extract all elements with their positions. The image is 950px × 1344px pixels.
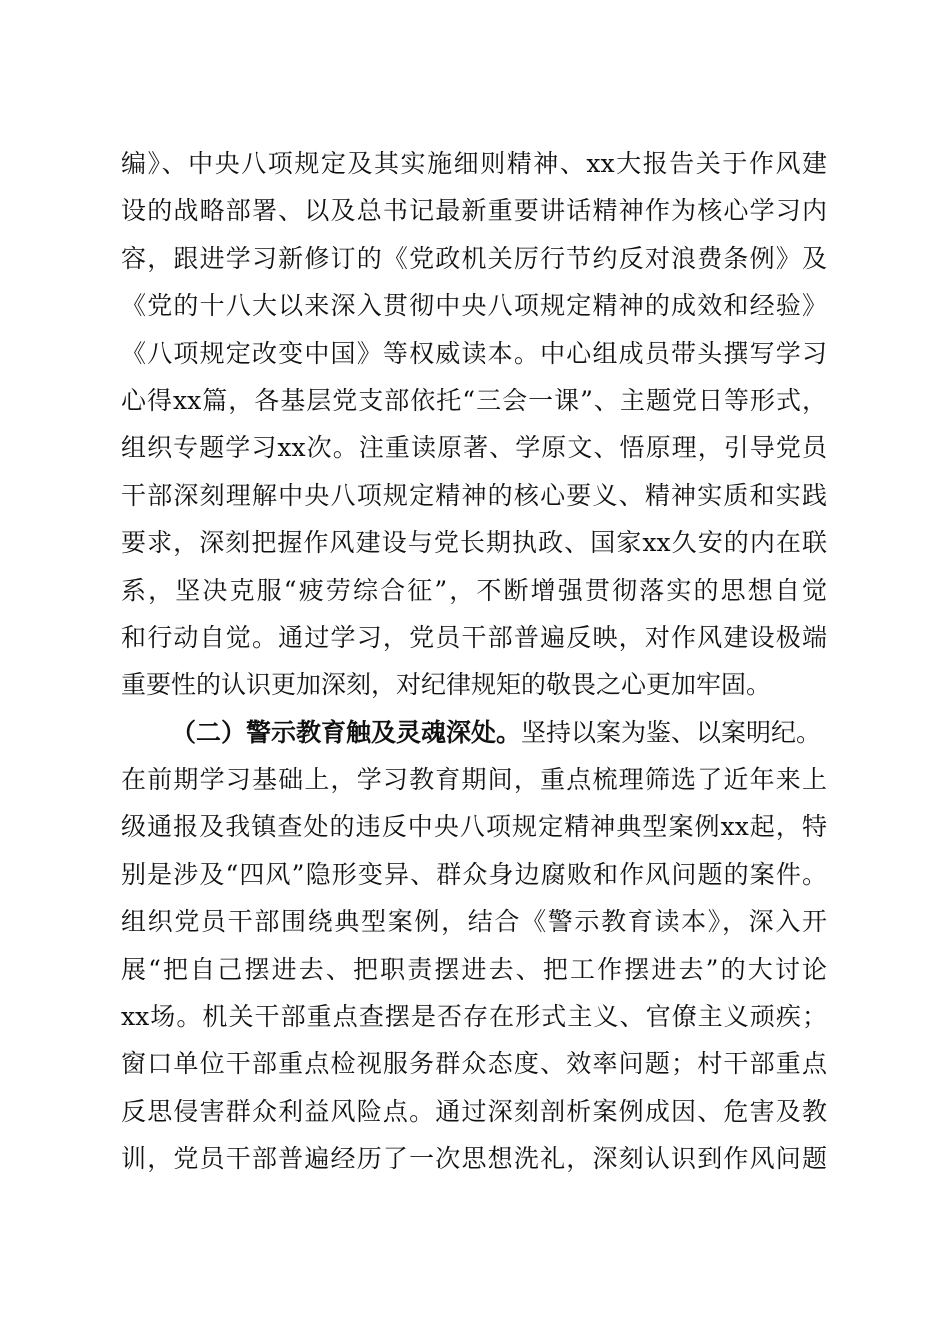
text-line: 训，党员干部普遍经历了一次思想洗礼，深刻认识到作风问题: [121, 1144, 827, 1174]
text-line-first: [121, 709, 827, 756]
text-line: 组织党员干部围绕典型案例，结合《警示教育读本》，深入开: [121, 907, 827, 937]
text-line: 系，坚决克服“疲劳综合征”，不断增强贯彻落实的思想自觉: [121, 575, 827, 605]
text-line: 要求，深刻把握作风建设与党长期执政、国家xx久安的内在联: [121, 528, 827, 558]
body-text: [121, 140, 827, 1183]
text-line: 《党的十八大以来深入贯彻中央八项规定精神的成效和经验》: [121, 291, 827, 321]
text-line: 和行动自觉。通过学习，党员干部普遍反映，对作风建设极端: [121, 622, 827, 652]
text-line: 窗口单位干部重点检视服务群众态度、效率问题；村干部重点: [121, 1049, 827, 1079]
text-line: 心得xx篇，各基层党支部依托“三会一课”、主题党日等形式，: [121, 385, 827, 415]
paragraph-2: [121, 709, 827, 1183]
text-line: 展“把自己摆进去、把职责摆进去、把工作摆进去”的大讨论: [121, 954, 827, 984]
text-line: 《八项规定改变中国》等权威读本。中心组成员带头撰写学习: [121, 338, 827, 368]
section-heading: （二）警示教育触及灵魂深处。: [171, 717, 522, 747]
text-line: 级通报及我镇查处的违反中央八项规定精神典型案例xx起，特: [121, 812, 827, 842]
text-line: 别是涉及“四风”隐形变异、群众身边腐败和作风问题的案件。: [121, 859, 827, 889]
text-line: 设的战略部署、以及总书记最新重要讲话精神作为核心学习内: [121, 196, 827, 226]
text-line: xx场。机关干部重点查摆是否存在形式主义、官僚主义顽疾；: [121, 1002, 827, 1032]
paragraph-1: [121, 140, 827, 709]
text-line: 干部深刻理解中央八项规定精神的核心要义、精神实质和实践: [121, 480, 827, 510]
heading-followup-text: 坚持以案为鉴、以案明纪。: [521, 717, 822, 747]
text-line: 编》、中央八项规定及其实施细则精神、xx大报告关于作风建: [121, 149, 827, 178]
text-line: 反思侵害群众利益风险点。通过深刻剖析案例成因、危害及教: [121, 1096, 827, 1126]
text-line: 在前期学习基础上，学习教育期间，重点梳理筛选了近年来上: [121, 765, 827, 795]
text-line: 重要性的认识更加深刻，对纪律规矩的敬畏之心更加牢固。: [121, 670, 772, 700]
text-line: 组织专题学习xx次。注重读原著、学原文、悟原理，引导党员: [121, 433, 827, 463]
text-line: 容，跟进学习新修订的《党政机关厉行节约反对浪费条例》及: [121, 243, 827, 273]
